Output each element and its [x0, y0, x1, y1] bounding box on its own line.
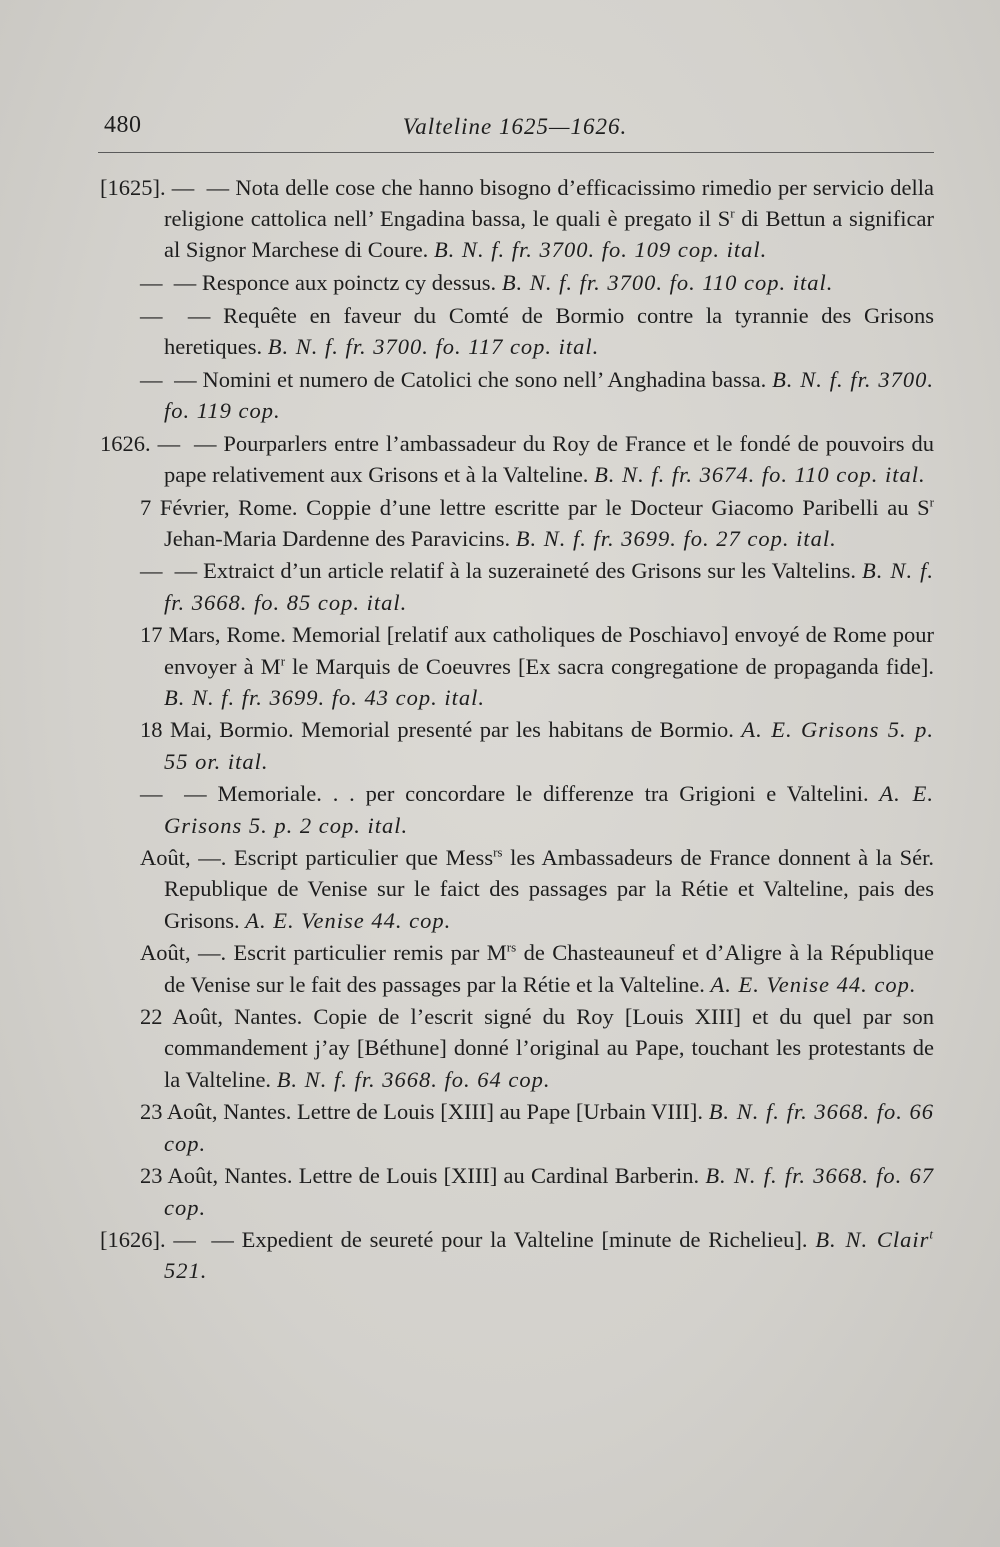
entry-text: Memorial [relatif aux catholiques de Poschiavo] envoyé de Rome pour envoyer à M: [164, 622, 934, 679]
header-rule: [98, 152, 934, 153]
entry-reference: B. N. f. fr. 3699. fo. 43 cop. ital.: [164, 684, 486, 710]
entry-text: Requête en faveur du Comté de Bormio contre la tyrannie des Grisons heretiques.: [164, 302, 935, 360]
entry-superscript: rs: [506, 939, 517, 955]
entry-text: Nomini et numero de Catolici che sono nell’ Anghadina bassa.: [202, 366, 773, 392]
entry-superscript: rs: [493, 844, 503, 860]
catalogue-entry: [100, 492, 934, 554]
entry-reference: B. N. f. fr. 3668. fo. 64 cop.: [276, 1066, 551, 1092]
entry-text: Responce aux poinctz cy dessus.: [201, 270, 502, 296]
entry-lead: Août, —.: [140, 940, 234, 966]
entry-superscript: r: [929, 494, 934, 510]
entry-lead: — —: [140, 302, 224, 328]
entry-lead: — —: [140, 366, 203, 392]
entry-lead: — —: [140, 270, 202, 296]
entry-text: Expedient de seureté pour la Valteline [minute de Richelieu].: [241, 1227, 816, 1253]
entry-reference: B. N. f. fr. 3699. fo. 27 cop. ital.: [515, 525, 837, 551]
entry-lead: — —: [140, 781, 218, 807]
entry-text: Lettre de Louis [XIII] au Pape [Urbain VIII].: [297, 1099, 709, 1125]
entry-reference: B. N. f. fr. 3668. fo. 66 cop.: [164, 1099, 934, 1156]
entry-text-continued: de Chasteauneuf et d’Aligre à la République de Venise sur le fait des passages par la Rétie et la Valteline.: [164, 940, 935, 997]
entry-lead: 17 Mars, Rome.: [140, 622, 292, 648]
entry-list: [100, 172, 934, 1288]
entry-reference: B. N. f. fr. 3674. fo. 110 cop. ital.: [594, 461, 926, 487]
entry-reference: A. E. Grisons 5. p. 55 or. ital.: [164, 717, 934, 774]
running-title: Valteline 1625—1626.: [402, 114, 628, 139]
entry-reference: B. N. f. fr. 3668. fo. 67 cop.: [164, 1163, 934, 1220]
entry-reference-continued: 521.: [164, 1258, 208, 1284]
entry-text: Nota delle cose che hanno bisogno d’efficacissimo rimedio per servicio della religione cattolica nell’ Engadina bassa, le quali è pregato il S: [164, 175, 934, 232]
entry-reference: A. E. Grisons 5. p. 2 cop. ital.: [164, 781, 934, 838]
entry-text: Memorial presenté par les habitans de Bormio.: [301, 717, 742, 743]
entry-lead: 7 Février, Rome.: [140, 494, 307, 520]
catalogue-entry: [100, 1096, 934, 1158]
entry-reference-superscript: t: [929, 1226, 934, 1242]
catalogue-entry: [100, 1001, 934, 1095]
entry-text: Extraict d’un article relatif à la suzeraineté des Grisons sur les Valtelins.: [203, 558, 863, 584]
catalogue-entry: [100, 1160, 934, 1222]
entry-text-continued: les Ambassadeurs de France donnent à la Sér. Republique de Venise sur le faict des passages par la Rétie et Valteline, pais des Grisons.: [164, 845, 935, 933]
catalogue-entry: [100, 619, 934, 713]
entry-superscript: r: [730, 205, 735, 221]
entry-lead: 1626. — —: [100, 430, 224, 456]
entry-reference: B. N. f. fr. 3700. fo. 109 cop. ital.: [433, 237, 768, 263]
catalogue-entry: [100, 842, 934, 936]
entry-reference: A. E. Venise 44. cop.: [710, 971, 917, 997]
entry-reference: B. N. f. fr. 3700. fo. 119 cop.: [164, 366, 935, 423]
catalogue-entry: [100, 428, 934, 490]
entry-lead: 18 Mai, Bormio.: [140, 717, 302, 743]
entry-text-continued: le Marquis de Coeuvres [Ex sacra congregatione de propaganda fide].: [285, 653, 934, 679]
entry-lead: Août, —.: [140, 845, 235, 871]
entry-text-continued: Jehan-Maria Dardenne des Paravicins.: [164, 525, 516, 551]
entry-reference: A. E. Venise 44. cop.: [245, 907, 452, 933]
page-number: 480: [104, 112, 142, 138]
entry-reference: B. N. f. fr. 3700. fo. 117 cop. ital.: [267, 334, 600, 360]
catalogue-entry: [100, 778, 934, 840]
entry-reference: B. N. f. fr. 3668. fo. 85 cop. ital.: [164, 558, 934, 615]
entry-text: Coppie d’une lettre escritte par le Docteur Giacomo Paribelli au S: [306, 494, 930, 520]
entry-text: Pourparlers entre l’ambassadeur du Roy de France et le fondé de pouvoirs du pape relativement aux Grisons et à la Valteline.: [164, 430, 935, 487]
entry-text: Lettre de Louis [XIII] au Cardinal Barberin.: [298, 1163, 706, 1189]
entry-text: Copie de l’escrit signé du Roy [Louis XIII] et du quel par son commandement j’ay [Béthune] donné l’original au Pape, touchant les protestants de la Valteline.: [164, 1004, 934, 1092]
catalogue-entry: [100, 364, 934, 426]
entry-lead: [1626]. — —: [100, 1227, 242, 1253]
entry-text: Escript particulier que Mess: [234, 845, 494, 871]
catalogue-entry: [100, 300, 934, 362]
catalogue-entry: [100, 1224, 934, 1286]
catalogue-entry: [100, 172, 934, 266]
entry-lead: [1625]. — —: [100, 175, 236, 200]
entry-superscript: r: [280, 653, 286, 669]
entry-lead: 23 Août, Nantes.: [140, 1163, 299, 1189]
catalogue-entry: [100, 937, 934, 999]
page-header: [98, 112, 932, 152]
catalogue-entry: [100, 714, 934, 776]
catalogue-entry: [100, 555, 934, 617]
entry-reference: B. N. Clair: [815, 1227, 930, 1253]
entry-lead: — —: [140, 558, 204, 584]
entry-lead: 23 Août, Nantes.: [140, 1099, 298, 1125]
entry-text: Escrit particulier remis par M: [233, 940, 507, 966]
entry-reference: B. N. f. fr. 3700. fo. 110 cop. ital.: [501, 270, 834, 296]
entry-lead: 22 Août, Nantes.: [140, 1004, 314, 1030]
catalogue-entry: [100, 267, 934, 298]
entry-text-continued: di Bettun a significar al Signor Marchese di Coure.: [164, 206, 934, 263]
entry-text: Memoriale. . . per concordare le differenze tra Grigioni e Valtelini.: [217, 781, 880, 807]
